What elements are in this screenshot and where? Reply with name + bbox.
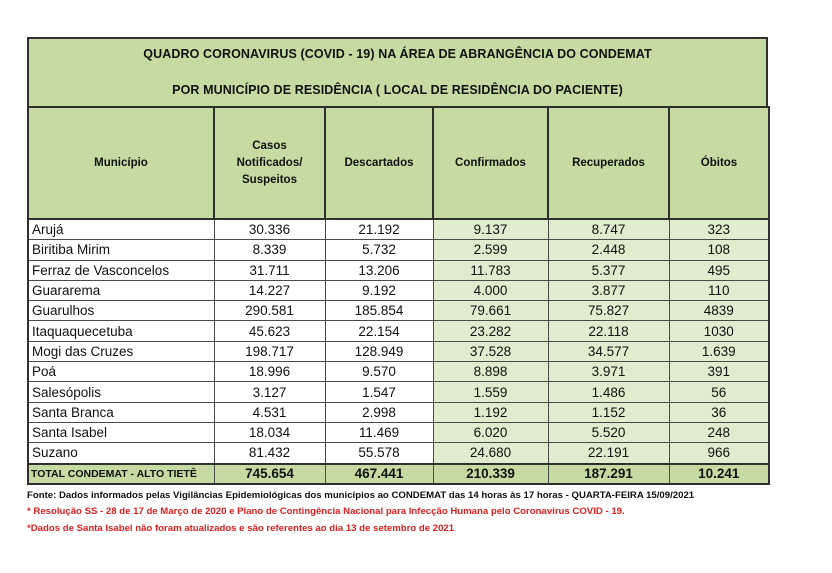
cell-descartados: 21.192 [325,219,433,240]
cell-descartados: 11.469 [325,422,433,442]
cell-descartados: 13.206 [325,260,433,280]
cell-obitos: 248 [669,422,769,442]
cell-recuperados: 1.486 [548,382,669,402]
table-total-row [28,464,769,484]
cell-municipio: Arujá [28,219,214,240]
cell-casos: 3.127 [214,382,325,402]
table-row [28,362,769,382]
covid-data-table [27,106,770,485]
cell-confirmados: 9.137 [433,219,548,240]
cell-descartados: 9.192 [325,280,433,300]
cell-recuperados: 2.448 [548,240,669,260]
cell-descartados: 55.578 [325,443,433,464]
cell-recuperados: 8.747 [548,219,669,240]
col-header-casos [214,107,325,219]
cell-descartados: 1.547 [325,382,433,402]
cell-municipio: Santa Isabel [28,422,214,442]
cell-obitos: 4839 [669,301,769,321]
total-casos: 745.654 [214,464,325,484]
total-label: TOTAL CONDEMAT - ALTO TIETÊ [28,464,214,484]
cell-descartados: 22.154 [325,321,433,341]
cell-confirmados: 11.783 [433,260,548,280]
cell-recuperados: 22.118 [548,321,669,341]
cell-municipio: Itaquaquecetuba [28,321,214,341]
table-row [28,382,769,402]
cell-recuperados: 22.191 [548,443,669,464]
report-header [27,37,768,106]
cell-confirmados: 1.192 [433,402,548,422]
cell-obitos: 966 [669,443,769,464]
col-header-recuperados: Recuperados [548,107,669,219]
table-row [28,422,769,442]
cell-obitos: 36 [669,402,769,422]
table-row [28,219,769,240]
col-header-obitos: Óbitos [669,107,769,219]
total-obitos: 10.241 [669,464,769,484]
cell-municipio: Santa Branca [28,402,214,422]
cell-casos: 14.227 [214,280,325,300]
resolution-note: * Resolução SS - 28 de 17 de Março de 2020 e Plano de Contingência Nacional para Infecção Humana pelo Coronavírus COVID - 19. [27,506,625,518]
cell-municipio: Poá [28,362,214,382]
cell-descartados: 2.998 [325,402,433,422]
cell-confirmados: 1.559 [433,382,548,402]
cell-recuperados: 5.520 [548,422,669,442]
cell-obitos: 108 [669,240,769,260]
footnotes [27,488,768,538]
cell-casos: 290.581 [214,301,325,321]
cell-descartados: 5.732 [325,240,433,260]
covid-report-sheet [27,37,768,537]
cell-confirmados: 79.661 [433,301,548,321]
cell-recuperados: 1.152 [548,402,669,422]
cell-recuperados: 75.827 [548,301,669,321]
report-title: QUADRO CORONAVIRUS (COVID - 19) NA ÁREA DE ABRANGÊNCIA DO CONDEMAT [143,47,652,61]
table-row [28,260,769,280]
cell-confirmados: 24.680 [433,443,548,464]
table-row [28,280,769,300]
cell-descartados: 128.949 [325,341,433,361]
cell-obitos: 391 [669,362,769,382]
cell-recuperados: 34.577 [548,341,669,361]
col-header-descartados: Descartados [325,107,433,219]
col-header-casos-line2: Suspeitos [242,173,297,186]
cell-descartados: 185.854 [325,301,433,321]
cell-casos: 198.717 [214,341,325,361]
cell-casos: 81.432 [214,443,325,464]
cell-casos: 8.339 [214,240,325,260]
cell-obitos: 323 [669,219,769,240]
table-header-row [28,107,769,219]
cell-confirmados: 37.528 [433,341,548,361]
source-note: Fonte: Dados informados pelas Vigilâncias Epidemiológicas dos municípios ao CONDEMAT das 14 horas às 17 horas - QUARTA-FEIRA 15/09/2021 [27,489,695,501]
cell-confirmados: 8.898 [433,362,548,382]
col-header-confirmados: Confirmados [433,107,548,219]
table-row [28,321,769,341]
cell-recuperados: 3.971 [548,362,669,382]
cell-municipio: Mogi das Cruzes [28,341,214,361]
total-confirmados: 210.339 [433,464,548,484]
cell-obitos: 1.639 [669,341,769,361]
cell-municipio: Guarulhos [28,301,214,321]
col-header-casos-line1: Casos Notificados/ [236,139,303,169]
cell-municipio: Biritiba Mirim [28,240,214,260]
cell-recuperados: 3.877 [548,280,669,300]
santa-isabel-note: *Dados de Santa Isabel não foram atualizados e são referentes ao dia 13 de setembro de 2021 [27,522,455,534]
cell-casos: 18.034 [214,422,325,442]
cell-municipio: Salesópolis [28,382,214,402]
cell-casos: 45.623 [214,321,325,341]
report-subtitle: POR MUNICÍPIO DE RESIDÊNCIA ( LOCAL DE RESIDÊNCIA DO PACIENTE) [172,83,623,97]
table-body [28,219,769,464]
cell-confirmados: 6.020 [433,422,548,442]
cell-municipio: Ferraz de Vasconcelos [28,260,214,280]
cell-obitos: 110 [669,280,769,300]
table-row [28,301,769,321]
table-row [28,443,769,464]
cell-casos: 31.711 [214,260,325,280]
col-header-municipio: Município [28,107,214,219]
total-descartados: 467.441 [325,464,433,484]
cell-obitos: 495 [669,260,769,280]
total-recuperados: 187.291 [548,464,669,484]
cell-municipio: Guararema [28,280,214,300]
cell-confirmados: 23.282 [433,321,548,341]
table-row [28,402,769,422]
cell-descartados: 9.570 [325,362,433,382]
cell-recuperados: 5.377 [548,260,669,280]
cell-casos: 30.336 [214,219,325,240]
cell-casos: 18.996 [214,362,325,382]
table-row [28,240,769,260]
cell-obitos: 1030 [669,321,769,341]
cell-confirmados: 2.599 [433,240,548,260]
cell-municipio: Suzano [28,443,214,464]
cell-casos: 4.531 [214,402,325,422]
cell-obitos: 56 [669,382,769,402]
cell-confirmados: 4.000 [433,280,548,300]
table-row [28,341,769,361]
